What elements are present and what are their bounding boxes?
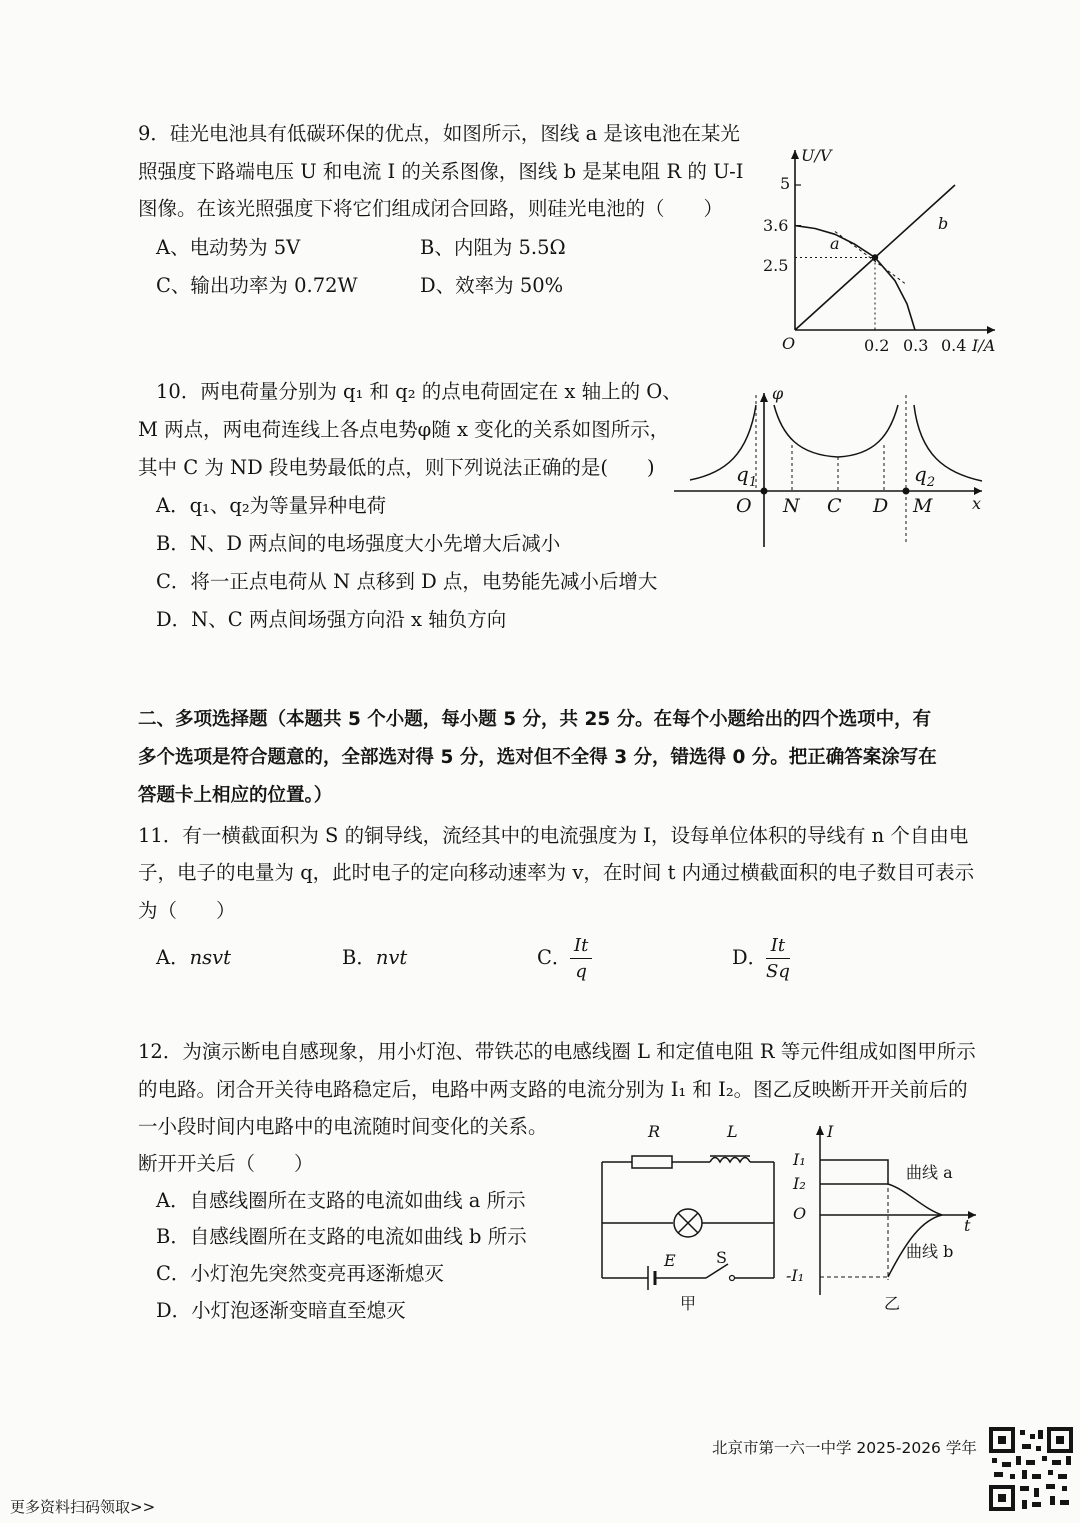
q9-stem-line-3: 图像。在该光照强度下将它们组成闭合回路，则硅光电池的（ ） (138, 197, 724, 220)
q10-point-d: D (873, 495, 889, 517)
q12-option-d[interactable]: D．小灯泡逐渐变暗直至熄灭 (156, 1299, 406, 1322)
q12-current-time-graph (812, 1120, 982, 1305)
q9-y-tick-3-6: 3.6 (763, 216, 789, 235)
q9-stem-line-2: 照强度下路端电压 U 和电流 I 的关系图像，图线 b 是某电阻 R 的 U-I (138, 160, 744, 183)
footer-school: 北京市第一六一中学 2025-2026 学年 (712, 1439, 977, 1457)
section-2-line-2: 多个选项是符合题意的，全部选对得 5 分，选对但不全得 3 分，错选得 0 分。把正确答案涂写在 (138, 747, 937, 768)
q10-stem-line-1: 10．两电荷量分别为 q₁ 和 q₂ 的点电荷固定在 x 轴上的 O、 (156, 380, 682, 403)
q12-circuit-caption: 甲 (680, 1294, 697, 1313)
q10-y-axis-arrow (760, 393, 768, 402)
q9-x-tick-0-3: 0.3 (903, 336, 929, 355)
section-2-line-3: 答题卡上相应的位置。） (138, 785, 333, 806)
resistor-r (632, 1156, 672, 1168)
q9-x-axis-label: I/A (972, 336, 996, 355)
q9-line-b-label: b (938, 214, 949, 233)
q12-stem-line-4: 断开开关后（ ） (138, 1152, 314, 1175)
q12-graph-i2-label: I₂ (793, 1174, 806, 1193)
q10-stem-line-2: M 两点，两电荷连线上各点电势φ随 x 变化的关系如图所示， (138, 418, 670, 441)
q10-q1-label: $q_1$ (736, 462, 758, 490)
section-2-line-1: 二、多项选择题（本题共 5 个小题，每小题 5 分，共 25 分。在每个小题给出的四个选项中，有 (138, 709, 932, 730)
q12-stem-line-3: 一小段时间内电路中的电流随时间变化的关系。 (138, 1115, 548, 1138)
q10-q2-label: $q_2$ (914, 462, 936, 490)
q12-graph-i-axis: I (827, 1122, 834, 1141)
inductor-l (710, 1158, 750, 1163)
q11-stem-line-3: 为（ ） (138, 899, 236, 922)
q11-option-d-label[interactable]: D． (732, 946, 768, 969)
q9-intersection-point (872, 254, 878, 260)
q12-graph-neg-i1-label: -I₁ (786, 1266, 805, 1285)
q10-option-b[interactable]: B．N、D 两点间的电场强度大小先增大后减小 (156, 532, 561, 555)
q9-x-axis-arrow (987, 326, 995, 334)
q11-option-a[interactable]: A．nsvt (156, 946, 232, 969)
q9-option-d[interactable]: D、效率为 50% (420, 274, 564, 297)
q12-circuit-diagram (598, 1152, 788, 1282)
q9-y-tick-2-5: 2.5 (763, 256, 789, 275)
q11-stem-line-2: 子，电子的电量为 q，此时电子的定向移动速率为 v，在时间 t 内通过横截面积的电子数目可表示 (138, 861, 975, 884)
q12-graph-caption: 乙 (884, 1294, 901, 1313)
q10-y-axis-label: φ (772, 384, 784, 403)
q11-option-c-fraction[interactable]: $\frac{It}{q}$ (570, 935, 592, 982)
q10-x-axis-label: x (972, 494, 982, 513)
q10-curve-middle (774, 405, 898, 457)
q10-point-o: O (736, 495, 752, 517)
q9-y-tick-5: 5 (780, 174, 791, 193)
q9-origin-label: O (782, 334, 796, 353)
q10-option-a[interactable]: A．q₁、q₂为等量异种电荷 (156, 494, 387, 517)
q9-x-tick-0-4: 0.4 (941, 336, 967, 355)
q12-option-b[interactable]: B．自感线圈所在支路的电流如曲线 b 所示 (156, 1225, 527, 1248)
q12-graph-curve-b-label: 曲线 b (906, 1242, 954, 1261)
q9-stem-line-1: 9．硅光电池具有低碳环保的优点，如图所示，图线 a 是该电池在某光 (138, 122, 740, 145)
q12-stem-line-1: 12．为演示断电自感现象，用小灯泡、带铁芯的电感线圈 L 和定值电阻 R 等元件组成如图甲所示 (138, 1040, 976, 1063)
q10-point-c: C (827, 495, 842, 517)
footer-more-link[interactable]: 更多资料扫码领取>> (10, 1498, 156, 1516)
q11-option-c-label[interactable]: C． (537, 946, 572, 969)
q10-stem-line-3: 其中 C 为 ND 段电势最低的点，则下列说法正确的是( ) (138, 456, 655, 479)
q12-graph-o-label: O (793, 1204, 807, 1223)
q12-option-c[interactable]: C．小灯泡先突然变亮再逐渐熄灭 (156, 1262, 444, 1285)
q12-circuit-e-label: E (664, 1251, 676, 1270)
q9-option-b[interactable]: B、内阻为 5.5Ω (420, 236, 566, 259)
q10-point-n: N (783, 495, 800, 517)
q10-option-c[interactable]: C．将一正点电荷从 N 点移到 D 点，电势能先减小后增大 (156, 570, 658, 593)
q10-potential-graph (670, 385, 990, 555)
q10-charge-q1-dot (761, 488, 768, 495)
q9-curve-a-label: a (830, 234, 840, 253)
q10-charge-q2-dot (903, 488, 910, 495)
q12-stem-line-2: 的电路。闭合开关待电路稳定后，电路中两支路的电流分别为 I₁ 和 I₂。图乙反映断开开关前后的 (138, 1078, 968, 1101)
q12-graph-i1-label: I₁ (793, 1150, 806, 1169)
q12-option-a[interactable]: A．自感线圈所在支路的电流如曲线 a 所示 (156, 1189, 526, 1212)
q12-circuit-l-label: L (727, 1122, 738, 1141)
q12-circuit-s-label: S (716, 1248, 727, 1267)
q10-option-d[interactable]: D．N、C 两点间场强方向沿 x 轴负方向 (156, 608, 507, 631)
q11-stem-line-1: 11．有一横截面积为 S 的铜导线，流经其中的电流强度为 I，设每单位体积的导线有 n 个自由电 (138, 824, 969, 847)
q12-graph-t-axis: t (964, 1216, 971, 1235)
q11-option-d-fraction[interactable]: $\frac{It}{Sq}$ (766, 935, 790, 982)
q12-circuit-r-label: R (648, 1122, 661, 1141)
q12-graph-curve-a-label: 曲线 a (906, 1163, 953, 1182)
q9-x-tick-0-2: 0.2 (864, 336, 890, 355)
q9-option-a[interactable]: A、电动势为 5V (156, 236, 301, 259)
q9-option-c[interactable]: C、输出功率为 0.72W (156, 274, 358, 297)
q9-y-axis-label: U/V (801, 146, 832, 165)
q10-point-m: M (913, 495, 933, 517)
q11-option-b[interactable]: B．nvt (342, 946, 408, 969)
qr-code-icon[interactable] (988, 1426, 1074, 1512)
q9-y-axis-arrow (791, 150, 799, 159)
